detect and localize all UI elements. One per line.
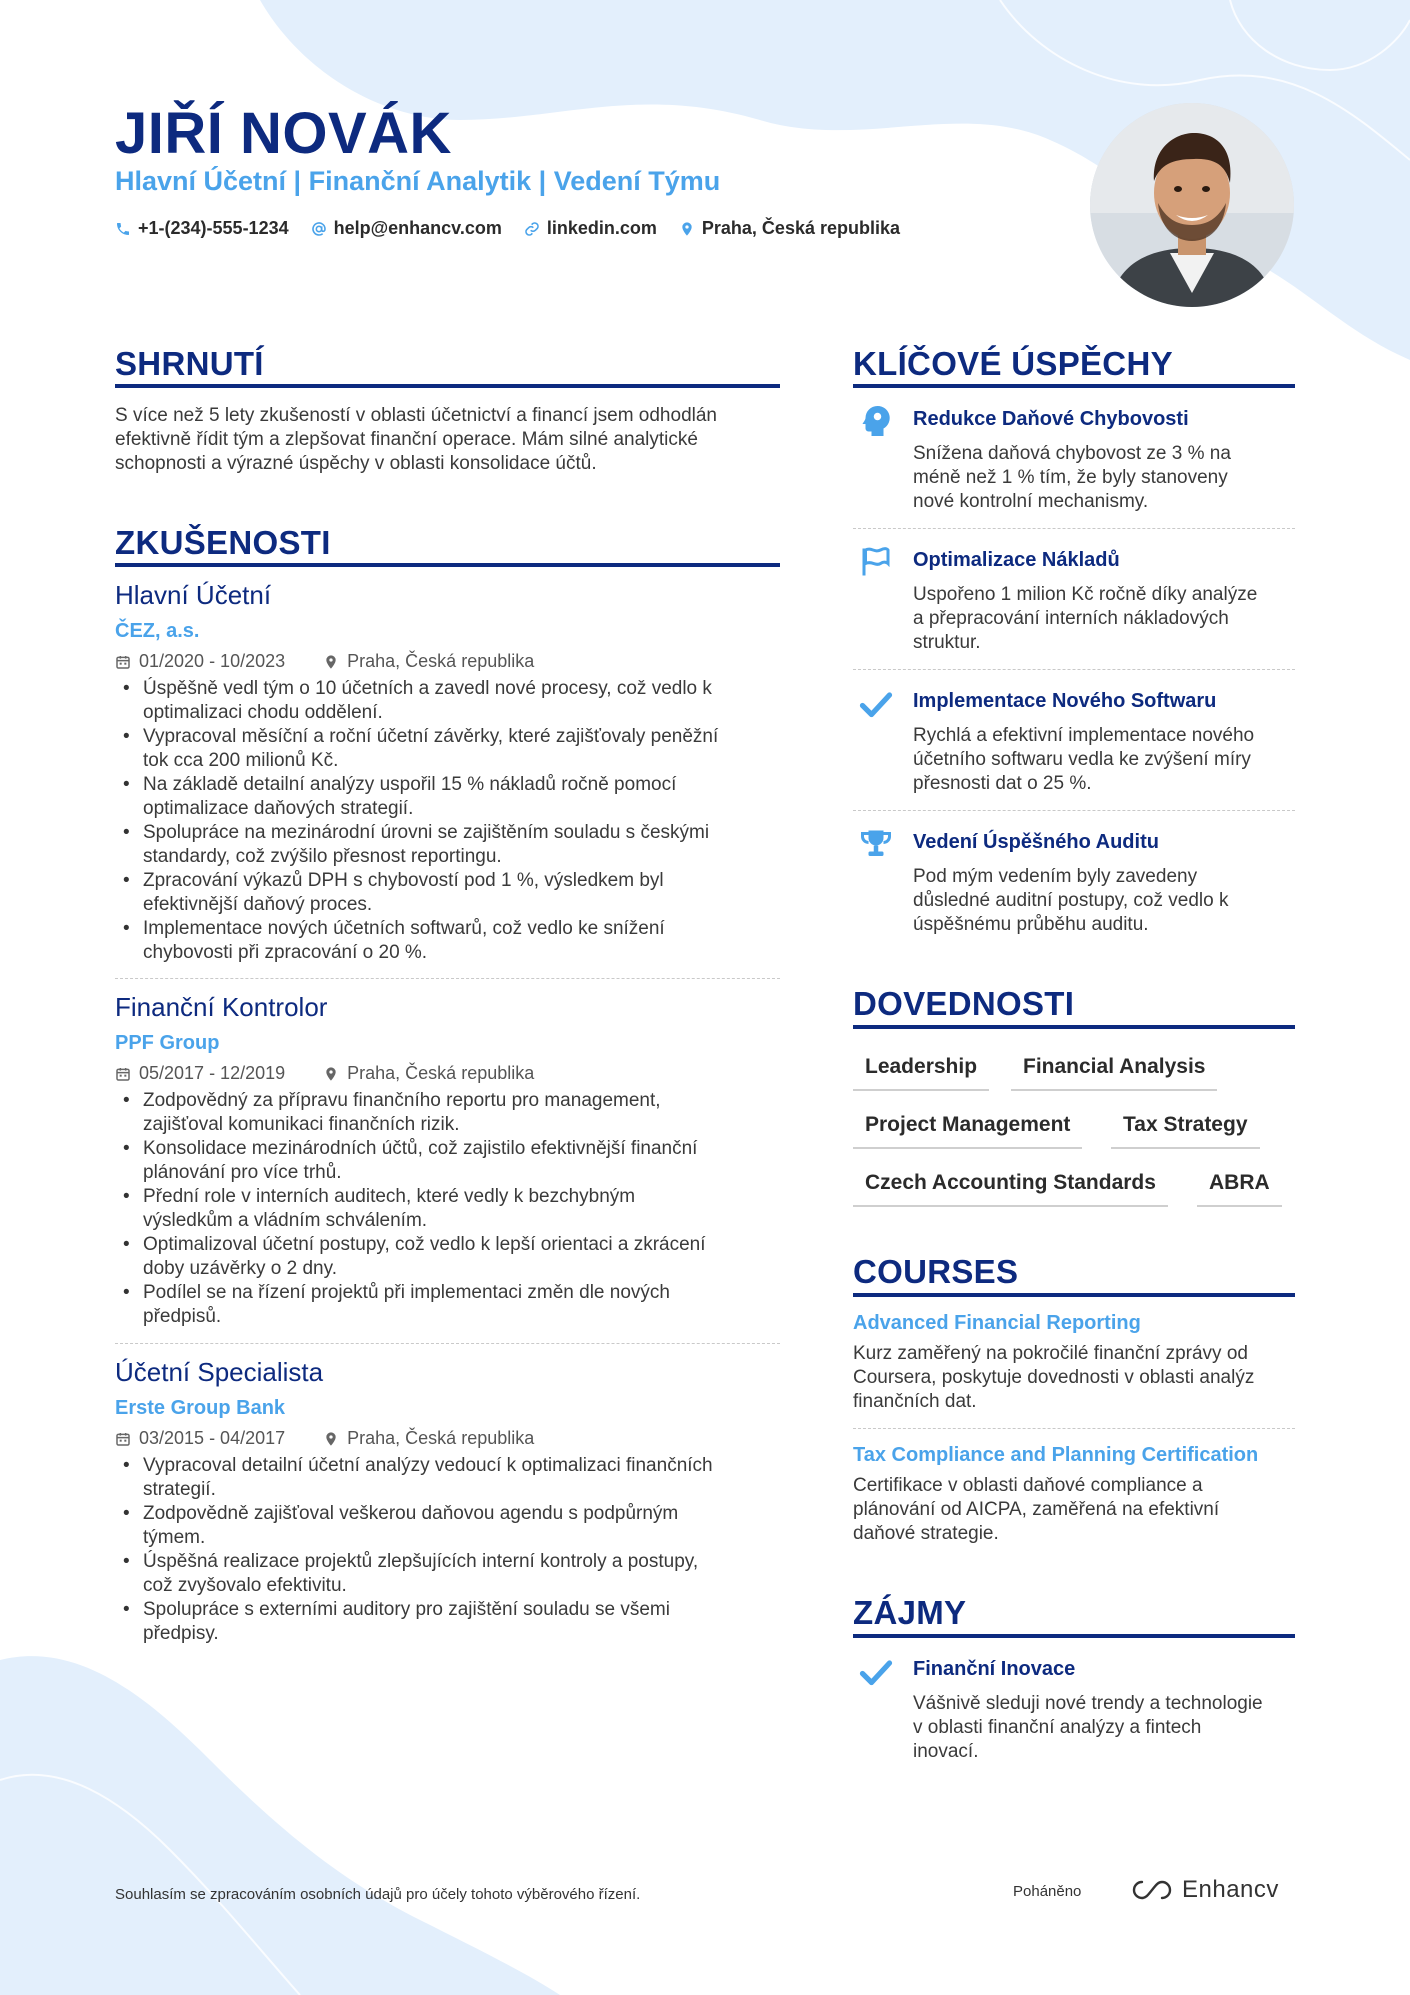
checkmark-icon (858, 1654, 894, 1690)
experience-title: ZKUŠENOSTI (115, 524, 331, 561)
course-title: Advanced Financial Reporting (853, 1312, 1141, 1334)
list-item: • Implementace nových účetních softwarů, což vedlo ke snížení chybovosti při zpracování o 20 %. (115, 917, 780, 965)
job-title: Finanční Kontrolor (115, 992, 328, 1022)
checkmark-icon (858, 686, 894, 722)
achievement-title: Optimalizace Nákladů (913, 549, 1120, 571)
achievement-text: Rychlá a efektivní implementace nového účetního softwaru vedla ke zvýšení míry přesnosti dat o 25 %. (913, 725, 1255, 794)
list-item: • Konsolidace mezinárodních účtů, což zajistilo efektivnější finanční plánování pro více trhů. (115, 1137, 780, 1185)
list-item: • Přední role v interních auditech, které vedly k bezchybným výsledkům a vládním schválením. (115, 1185, 780, 1233)
achievement-title: Redukce Daňové Chybovosti (913, 408, 1189, 430)
phone-icon (115, 221, 131, 237)
contact-linkedin[interactable] (524, 218, 657, 239)
trophy-icon (858, 826, 894, 862)
job-meta (115, 1428, 534, 1449)
email-text: help@enhancv.com (333, 218, 502, 238)
profile-photo (1090, 103, 1294, 307)
divider (853, 669, 1295, 670)
at-icon (311, 221, 327, 237)
list-item: • Zpracování výkazů DPH s chybovostí pod 1 %, výsledkem byl efektivnější daňový proces. (115, 869, 780, 917)
job-company: PPF Group (115, 1032, 220, 1054)
skill-tag: ABRA (1197, 1171, 1282, 1207)
enhancv-logo-icon (1130, 1878, 1174, 1902)
job-title: Hlavní Účetní (115, 580, 272, 610)
achievement-text: Uspořeno 1 milion Kč ročně díky analýze a přepracování interních nákladových struktur. (913, 584, 1258, 653)
interest-text: Vášnivě sleduji nové trendy a technologie v oblasti finanční analýzy a fintech inovací. (913, 1693, 1263, 1762)
enhancv-logo[interactable] (1130, 1876, 1279, 1904)
powered-by-label: Poháněno (1013, 1883, 1082, 1900)
enhancv-brand-text: Enhancv (1182, 1876, 1279, 1903)
skill-tag: Czech Accounting Standards (853, 1171, 1168, 1207)
divider (853, 528, 1295, 529)
skills-title: DOVEDNOSTI (853, 985, 1075, 1022)
skill-tag: Financial Analysis (1011, 1055, 1217, 1091)
contact-email[interactable] (311, 218, 502, 239)
summary-rule (115, 384, 780, 388)
contact-phone[interactable] (115, 218, 289, 239)
achievement-text: Snížena daňová chybovost ze 3 % na méně než 1 % tím, že byly stanoveny nové kontrolní mechanismy. (913, 443, 1231, 512)
divider (853, 810, 1295, 811)
job-dates: 01/2020 - 10/2023 (139, 651, 286, 671)
skill-tag: Leadership (853, 1055, 989, 1091)
job-meta (115, 1063, 534, 1084)
achievements-rule (853, 384, 1295, 388)
location-pin-icon (679, 221, 695, 237)
calendar-icon (115, 654, 131, 670)
job-bullets (115, 1454, 780, 1646)
skill-tag: Project Management (853, 1113, 1082, 1149)
interests-rule (853, 1634, 1295, 1638)
summary-text: S více než 5 lety zkušeností v oblasti účetnictví a financí jsem odhodlán efektivně řídit tým a zlepšovat finanční operace. Mám silné analytické schopnosti a výrazné úspěchy v oblasti konsolidace účtů. (115, 405, 717, 474)
head-idea-icon (858, 403, 894, 439)
job-meta (115, 651, 534, 672)
job-location: Praha, Česká republika (347, 651, 535, 671)
courses-rule (853, 1293, 1295, 1297)
job-bullets (115, 677, 780, 965)
course-text: Kurz zaměřený na pokročilé finanční zprávy od Coursera, poskytuje dovednosti v oblasti analýz finančních dat. (853, 1343, 1255, 1412)
location-pin-icon (323, 1431, 339, 1447)
job-location: Praha, Česká republika (347, 1063, 535, 1083)
list-item: • Spolupráce s externími auditory pro zajištění souladu se všemi předpisy. (115, 1598, 780, 1646)
job-dates: 05/2017 - 12/2019 (139, 1063, 286, 1083)
list-item: • Zodpovědně zajišťoval veškerou daňovou agendu s podpůrným týmem. (115, 1502, 780, 1550)
list-item: • Spolupráce na mezinárodní úrovni se zajištěním souladu s českými standardy, což zvýšilo přesnost reportingu. (115, 821, 780, 869)
summary-title: SHRNUTÍ (115, 345, 264, 382)
achievement-title: Implementace Nového Softwaru (913, 690, 1217, 712)
job-bullets (115, 1089, 780, 1329)
list-item: • Podílel se na řízení projektů při implementaci změn dle nových předpisů. (115, 1281, 780, 1329)
list-item: • Zodpovědný za přípravu finančního reportu pro management, zajišťoval komunikaci finančních rizik. (115, 1089, 780, 1137)
job-company: ČEZ, a.s. (115, 620, 200, 642)
location-pin-icon (323, 654, 339, 670)
course-title: Tax Compliance and Planning Certification (853, 1444, 1259, 1466)
job-company: Erste Group Bank (115, 1397, 286, 1419)
skills-rule (853, 1025, 1295, 1029)
divider (115, 1343, 780, 1344)
consent-text: Souhlasím se zpracováním osobních údajů pro účely tohoto výběrového řízení. (115, 1886, 641, 1903)
list-item: • Úspěšná realizace projektů zlepšujících interní kontroly a postupy, což zvyšovalo efektivitu. (115, 1550, 780, 1598)
list-item: • Vypracoval detailní účetní analýzy vedoucí k optimalizaci finančních strategií. (115, 1454, 780, 1502)
flag-icon (858, 544, 894, 580)
location-text: Praha, Česká republika (701, 218, 901, 238)
course-text: Certifikace v oblasti daňové compliance a plánování od AICPA, zaměřená na efektivní daňové strategie. (853, 1475, 1220, 1544)
achievement-title: Vedení Úspěšného Auditu (913, 831, 1159, 853)
phone-text: +1-(234)-555-1234 (138, 218, 289, 238)
skill-tag: Tax Strategy (1111, 1113, 1260, 1149)
list-item: • Na základě detailní analýzy uspořil 15 % nákladů ročně pomocí optimalizace daňových strategií. (115, 773, 780, 821)
calendar-icon (115, 1431, 131, 1447)
list-item: • Optimalizoval účetní postupy, což vedlo k lepší orientaci a zkrácení doby uzávěrky o 2 dny. (115, 1233, 780, 1281)
achievement-text: Pod mým vedením byly zavedeny důsledné auditní postupy, což vedlo k úspěšnému průběhu auditu. (913, 866, 1229, 935)
location-pin-icon (323, 1066, 339, 1082)
linkedin-text: linkedin.com (546, 218, 657, 238)
divider (115, 978, 780, 979)
experience-rule (115, 563, 780, 567)
calendar-icon (115, 1066, 131, 1082)
candidate-name: JIŘÍ NOVÁK (115, 101, 452, 166)
interest-title: Finanční Inovace (913, 1658, 1076, 1680)
achievements-title: KLÍČOVÉ ÚSPĚCHY (853, 345, 1173, 382)
divider (853, 1428, 1295, 1429)
candidate-tagline: Hlavní Účetní | Finanční Analytik | Vedení Týmu (115, 166, 721, 196)
list-item: • Vypracoval měsíční a roční účetní závěrky, které zajišťovaly peněžní tok cca 200 milionů Kč. (115, 725, 780, 773)
job-location: Praha, Česká republika (347, 1428, 535, 1448)
list-item: • Úspěšně vedl tým o 10 účetních a zavedl nové procesy, což vedlo k optimalizaci chodu oddělení. (115, 677, 780, 725)
courses-title: COURSES (853, 1253, 1019, 1290)
interests-title: ZÁJMY (853, 1594, 967, 1631)
link-icon (524, 221, 540, 237)
job-dates: 03/2015 - 04/2017 (139, 1428, 286, 1448)
job-title: Účetní Specialista (115, 1357, 324, 1387)
contact-bar (115, 218, 900, 239)
contact-location (679, 218, 900, 239)
